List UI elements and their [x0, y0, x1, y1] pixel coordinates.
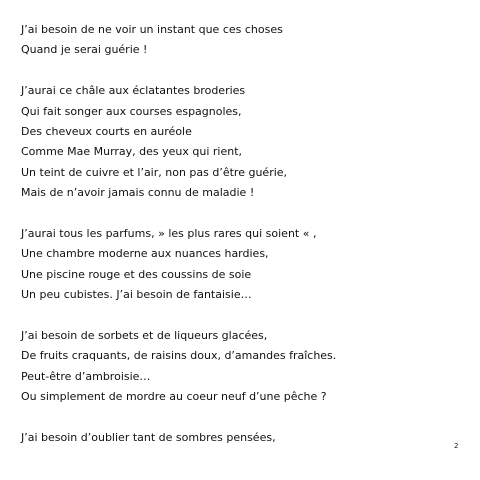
stanza-break: [21, 204, 461, 224]
stanza-break: [21, 305, 461, 325]
poem-line: J’ai besoin d’oublier tant de sombres pensées,: [21, 430, 276, 444]
page-number: 2: [454, 442, 459, 450]
stanza-break: [21, 61, 461, 81]
poem-text: [21, 20, 461, 448]
poem-line: Mais de n’avoir jamais connu de maladie !: [21, 186, 255, 200]
poem-line: J’aurai ce châle aux éclatantes broderies: [21, 84, 246, 98]
poem-line: J’ai besoin de sorbets et de liqueurs glacées,: [21, 328, 268, 342]
poem-line: Quand je serai guérie !: [21, 43, 148, 57]
poem-line: Qui fait songer aux courses espagnoles,: [21, 104, 242, 118]
poem-line: De fruits craquants, de raisins doux, d’amandes fraîches.: [21, 349, 337, 363]
poem-line: Un teint de cuivre et l’air, non pas d’être guérie,: [21, 165, 288, 179]
poem-line: Une chambre moderne aux nuances hardies,: [21, 247, 269, 261]
stanza-break: [21, 407, 461, 427]
poem-line: Comme Mae Murray, des yeux qui rient,: [21, 145, 243, 159]
poem-line: Un peu cubistes. J’ai besoin de fantaisie…: [21, 288, 252, 302]
poem-line: Peut-être d’ambroisie…: [21, 369, 151, 383]
poem-line: Ou simplement de mordre au coeur neuf d’une pêche ?: [21, 390, 327, 404]
poem-line: Des cheveux courts en auréole: [21, 124, 192, 138]
poem-line: J’aurai tous les parfums, » les plus rares qui soient « ,: [21, 226, 317, 240]
poem-line: J’ai besoin de ne voir un instant que ces choses: [21, 23, 283, 36]
poem-line: Une piscine rouge et des coussins de soie: [21, 267, 252, 281]
